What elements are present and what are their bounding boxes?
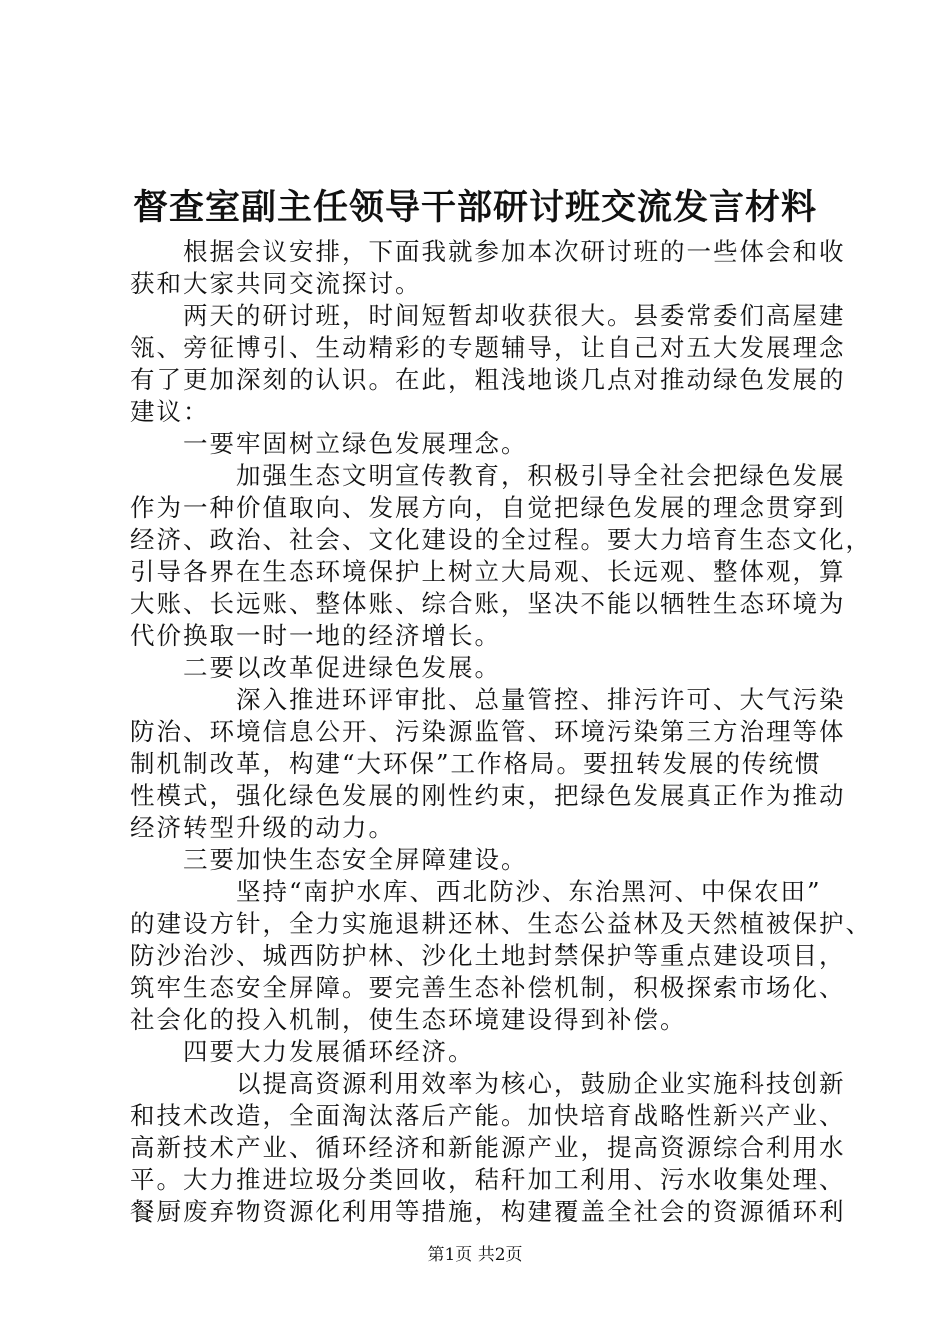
body-text-line: 建议： — [130, 397, 210, 426]
document-body — [130, 236, 872, 1228]
body-text-line: 餐厨废弃物资源化利用等措施，构建覆盖全社会的资源循环利 — [130, 1197, 846, 1226]
body-text-line: 平。大力推进垃圾分类回收，秸秆加工利用、污水收集处理、 — [130, 1165, 846, 1194]
body-text-line: 筑牢生态安全屏障。要完善生态补偿机制，积极探索市场化、 — [130, 973, 846, 1002]
body-text-line: 防沙治沙、城西防护林、沙化土地封禁保护等重点建设项目， — [130, 941, 846, 970]
body-text-line: 作为一种价值取向、发展方向，自觉把绿色发展的理念贯穿到 — [130, 493, 846, 522]
page-footer: 第1页 共2页 — [427, 1245, 523, 1265]
body-text-line: 以提高资源利用效率为核心，鼓励企业实施科技创新 — [130, 1069, 846, 1098]
body-text-line: 引导各界在生态环境保护上树立大局观、长远观、整体观，算 — [130, 557, 846, 586]
body-text-line: 制机制改革，构建“大环保”工作格局。要扭转发展的传统惯 — [130, 749, 822, 778]
body-text-line: 有了更加深刻的认识。在此，粗浅地谈几点对推动绿色发展的 — [130, 365, 846, 394]
body-text-line: 坚持“南护水库、西北防沙、东治黑河、中保农田” — [130, 877, 822, 906]
body-text-line: 四要大力发展循环经济。 — [130, 1037, 475, 1066]
body-text-line: 瓴、旁征博引、生动精彩的专题辅导，让自己对五大发展理念 — [130, 333, 846, 362]
body-text-line: 获和大家共同交流探讨。 — [130, 269, 422, 298]
body-text-line: 大账、长远账、整体账、综合账，坚决不能以牺牲生态环境为 — [130, 589, 846, 618]
body-text-line: 社会化的投入机制，使生态环境建设得到补偿。 — [130, 1005, 687, 1034]
document-title: 督查室副主任领导干部研讨班交流发言材料 — [132, 187, 817, 228]
body-text-line: 经济转型升级的动力。 — [130, 813, 395, 842]
body-text-line: 两天的研讨班，时间短暂却收获很大。县委常委们高屋建 — [130, 301, 846, 330]
body-text-line: 加强生态文明宣传教育，积极引导全社会把绿色发展 — [130, 461, 846, 490]
body-text-line: 和技术改造，全面淘汰落后产能。加快培育战略性新兴产业、 — [130, 1101, 846, 1130]
body-text-line: 经济、政治、社会、文化建设的全过程。要大力培育生态文化， — [130, 525, 872, 554]
body-text-line: 根据会议安排，下面我就参加本次研讨班的一些体会和收 — [130, 237, 846, 266]
body-text-line: 的建设方针，全力实施退耕还林、生态公益林及天然植被保护、 — [130, 909, 872, 938]
body-text-line: 一要牢固树立绿色发展理念。 — [130, 429, 528, 458]
body-text-line: 深入推进环评审批、总量管控、排污许可、大气污染 — [130, 685, 846, 714]
body-text-line: 三要加快生态安全屏障建设。 — [130, 845, 528, 874]
body-text-line: 性模式，强化绿色发展的刚性约束，把绿色发展真正作为推动 — [130, 781, 846, 810]
body-text-line: 防治、环境信息公开、污染源监管、环境污染第三方治理等体 — [130, 717, 846, 746]
body-text-line: 二要以改革促进绿色发展。 — [130, 653, 501, 682]
body-text-line: 高新技术产业、循环经济和新能源产业，提高资源综合利用水 — [130, 1133, 846, 1162]
body-text-line: 代价换取一时一地的经济增长。 — [130, 621, 501, 650]
